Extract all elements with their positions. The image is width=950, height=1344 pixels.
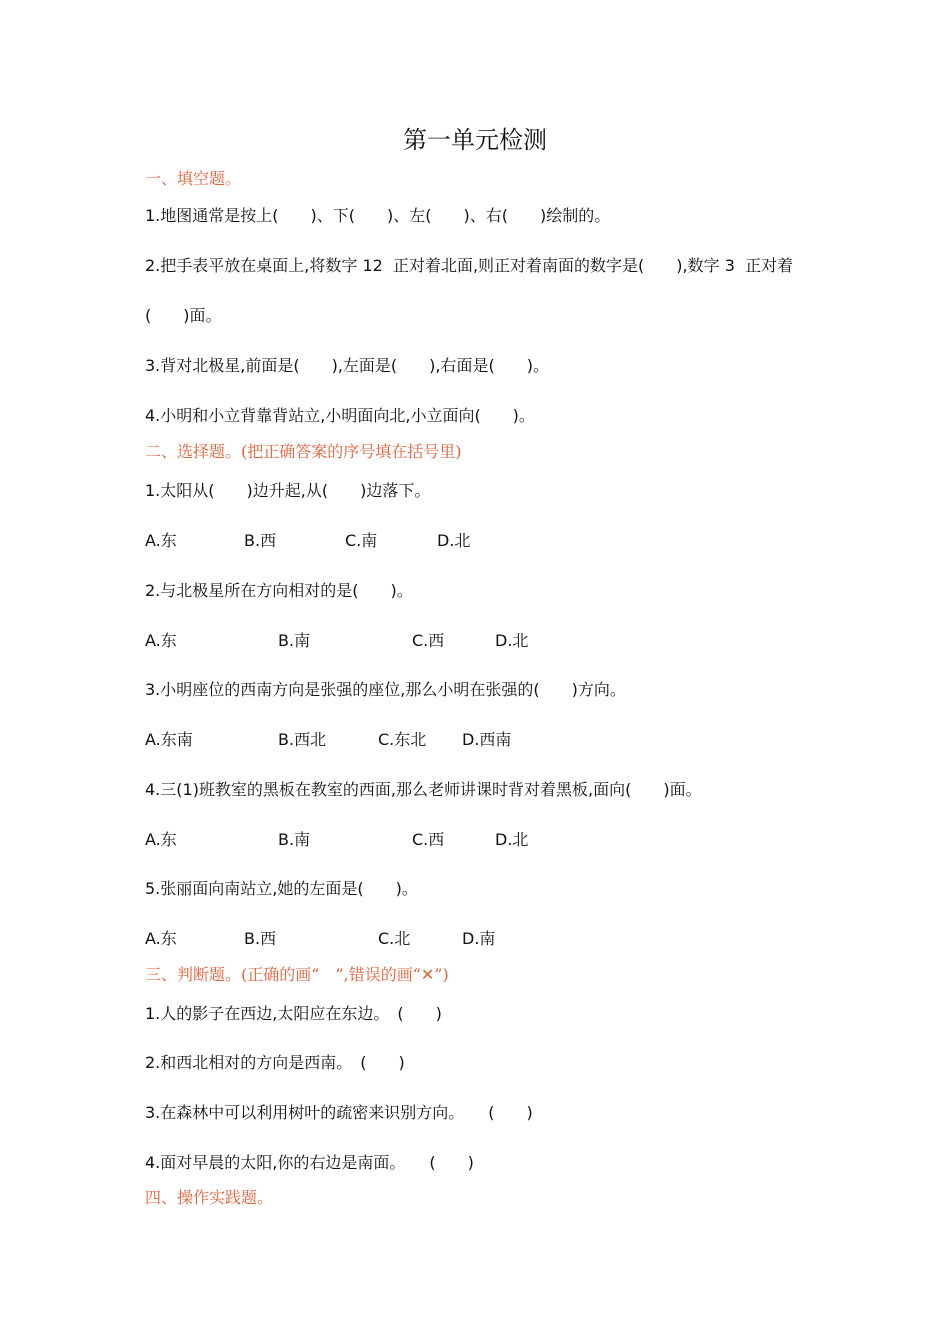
section-heading-practice: 四、操作实践题。: [145, 1188, 274, 1207]
question-2-4-option-d: D.北: [495, 830, 529, 849]
question-2-5-option-b: B.西: [244, 929, 277, 948]
page-title: 第一单元检测: [403, 126, 547, 154]
question-3-4: 4.面对早晨的太阳,你的右边是南面。 ( ): [145, 1153, 474, 1172]
question-2-3-option-c: C.东北: [378, 730, 427, 749]
question-2-2-option-a: A.东: [145, 631, 177, 650]
question-2-4: 4.三(1)班教室的黑板在教室的西面,那么老师讲课时背对着黑板,面向( )面。: [145, 780, 702, 799]
question-1-1: 1.地图通常是按上( )、下( )、左( )、右( )绘制的。: [145, 206, 611, 225]
section-heading-fill-blank: 一、填空题。: [145, 169, 242, 188]
question-2-3-option-a: A.东南: [145, 730, 193, 749]
question-2-1-option-b: B.西: [244, 531, 277, 550]
question-3-3: 3.在森林中可以利用树叶的疏密来识别方向。 ( ): [145, 1103, 533, 1122]
question-3-2: 2.和西北相对的方向是西南。 ( ): [145, 1053, 405, 1072]
question-2-2-option-c: C.西: [412, 631, 445, 650]
question-2-2: 2.与北极星所在方向相对的是( )。: [145, 581, 413, 600]
question-2-3-option-b: B.西北: [278, 730, 327, 749]
section-heading-multiple-choice: 二、选择题。(把正确答案的序号填在括号里): [145, 442, 462, 461]
question-2-1: 1.太阳从( )边升起,从( )边落下。: [145, 481, 431, 500]
question-2-1-option-c: C.南: [345, 531, 378, 550]
question-2-5-option-c: C.北: [378, 929, 411, 948]
question-2-1-option-a: A.东: [145, 531, 177, 550]
question-2-5: 5.张丽面向南站立,她的左面是( )。: [145, 879, 418, 898]
question-1-3: 3.背对北极星,前面是( ),左面是( ),右面是( )。: [145, 356, 549, 375]
question-2-4-option-b: B.南: [278, 830, 311, 849]
question-2-3-option-d: D.西南: [462, 730, 512, 749]
question-2-2-option-d: D.北: [495, 631, 529, 650]
section-heading-true-false: 三、判断题。(正确的画“ ”,错误的画“✕”): [145, 965, 449, 984]
question-1-2-line2: ( )面。: [145, 306, 222, 325]
question-2-1-option-d: D.北: [437, 531, 471, 550]
question-1-2-line1: 2.把手表平放在桌面上,将数字 12 正对着北面,则正对着南面的数字是( ),数字 3 正对着: [145, 256, 794, 275]
question-2-4-option-c: C.西: [412, 830, 445, 849]
question-2-2-option-b: B.南: [278, 631, 311, 650]
question-2-3: 3.小明座位的西南方向是张强的座位,那么小明在张强的( )方向。: [145, 680, 626, 699]
question-3-1: 1.人的影子在西边,太阳应在东边。 ( ): [145, 1004, 442, 1023]
question-2-5-option-d: D.南: [462, 929, 496, 948]
question-1-4: 4.小明和小立背靠背站立,小明面向北,小立面向( )。: [145, 406, 535, 425]
question-2-5-option-a: A.东: [145, 929, 177, 948]
question-2-4-option-a: A.东: [145, 830, 177, 849]
